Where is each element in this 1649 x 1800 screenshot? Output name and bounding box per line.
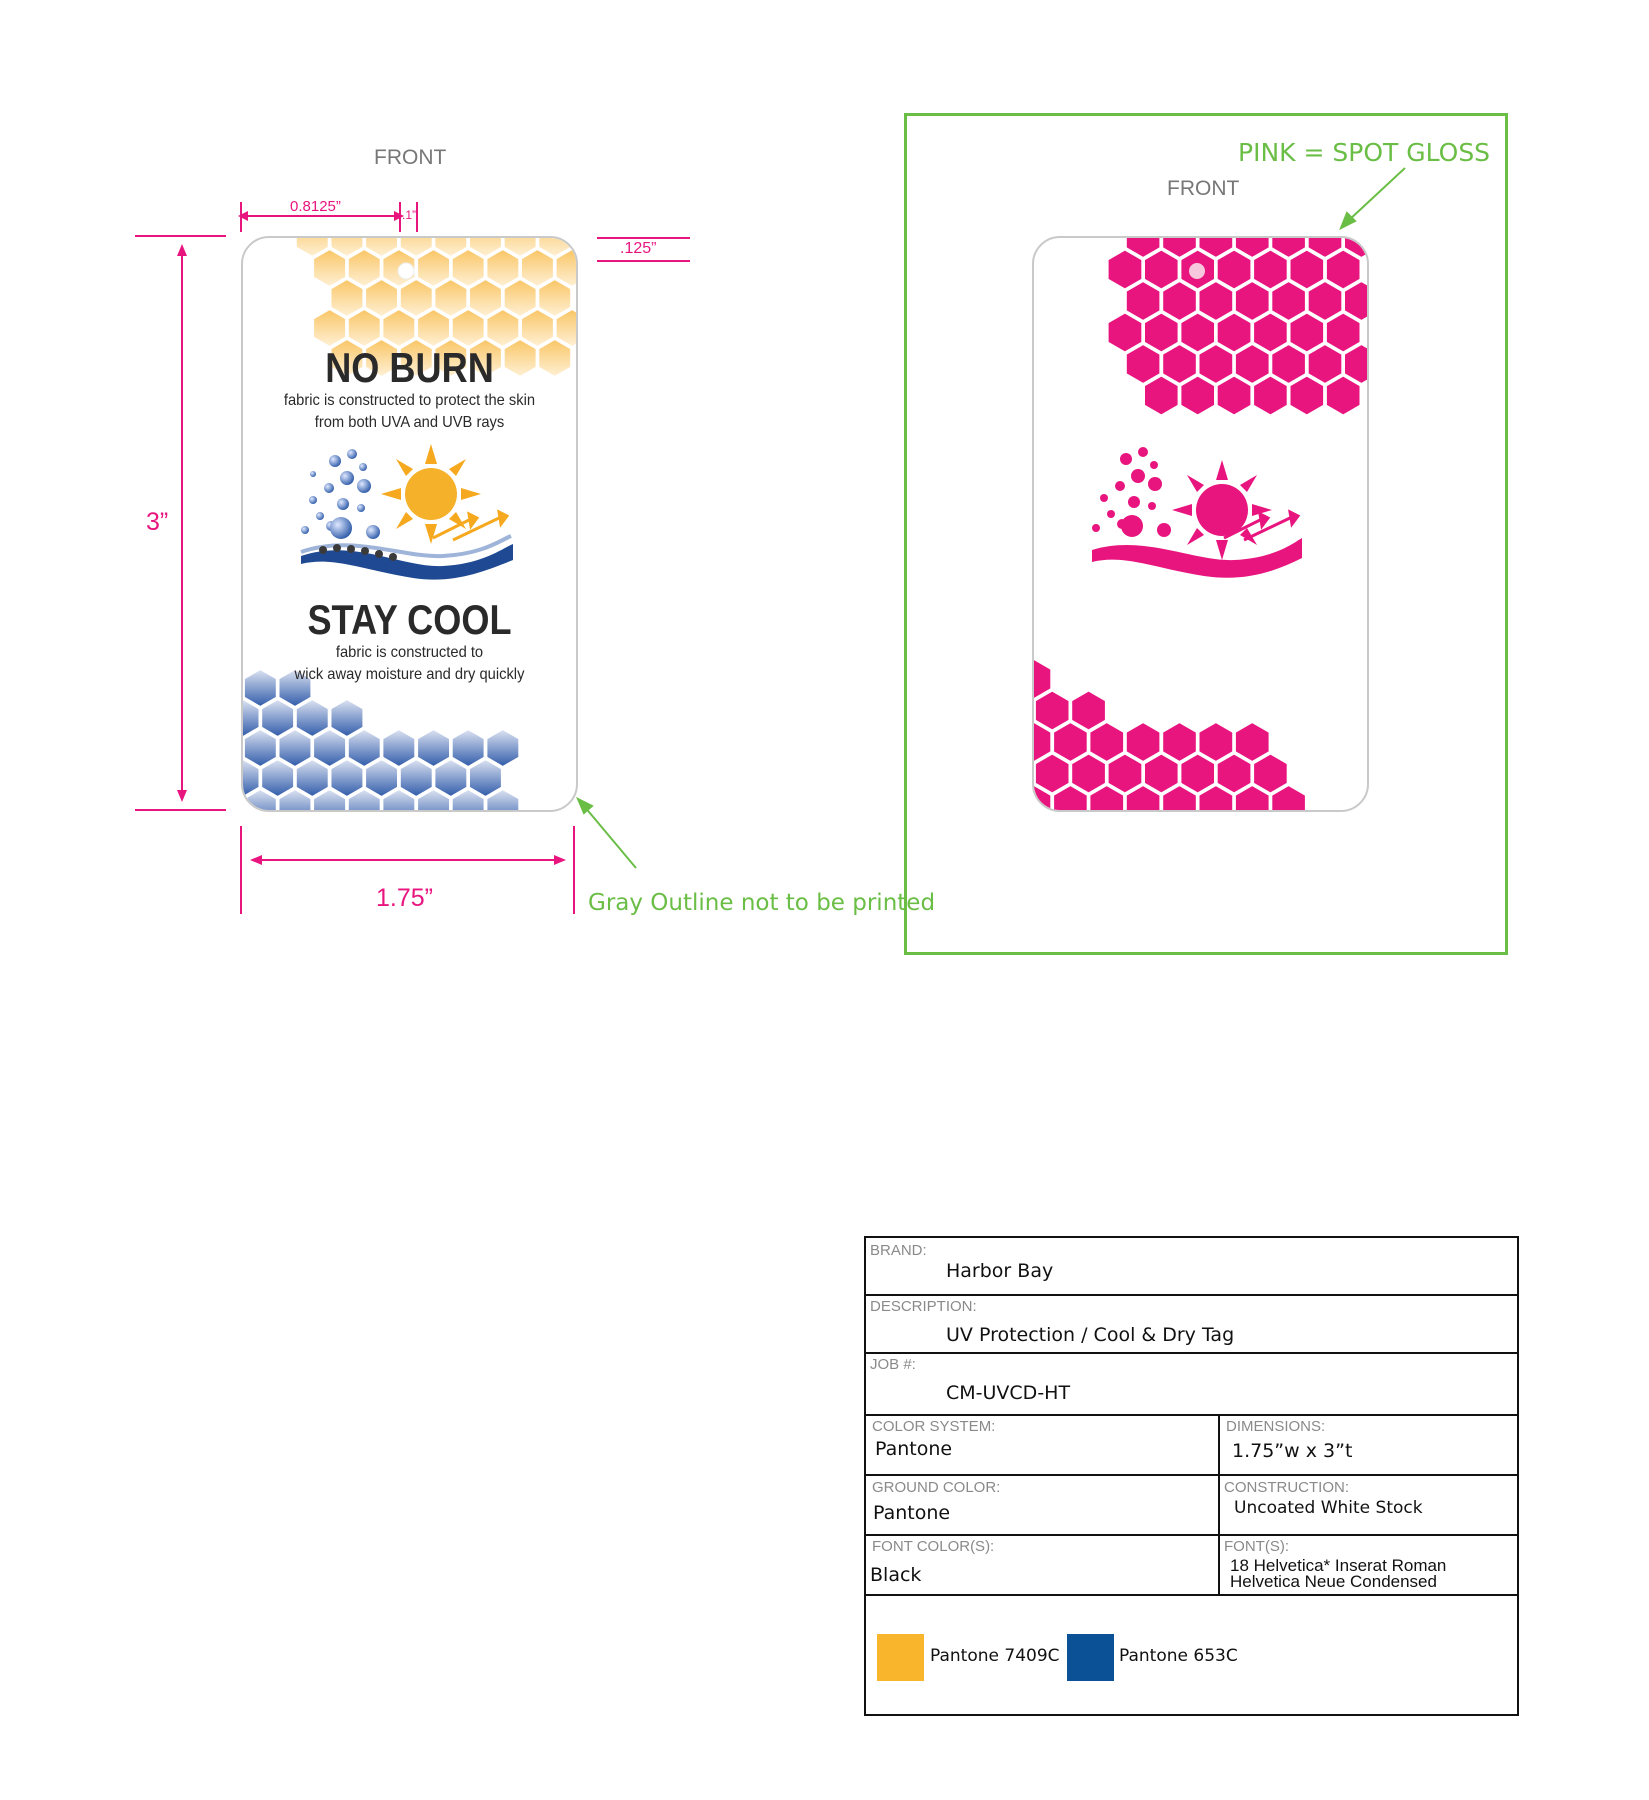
- ground-color-label: GROUND COLOR:: [872, 1479, 1001, 1496]
- swatch-label-pantone-7409c: Pantone 7409C: [930, 1646, 1060, 1666]
- job-label: JOB #:: [870, 1356, 916, 1373]
- no-burn-text-line2: from both UVA and UVB rays: [314, 414, 505, 431]
- construction-value: Uncoated White Stock: [1234, 1498, 1423, 1518]
- job-value: CM-UVCD-HT: [946, 1382, 1071, 1404]
- spot-gloss-art: [1034, 238, 1367, 810]
- fonts-value-line2: Helvetica Neue Condensed: [1230, 1572, 1437, 1591]
- description-row: [866, 1296, 1517, 1354]
- color-system-label: COLOR SYSTEM:: [872, 1418, 996, 1435]
- stay-cool-text-line2: wick away moisture and dry quickly: [294, 666, 525, 683]
- right-front-label: FRONT: [1167, 177, 1240, 200]
- spot-gloss-note: PINK = SPOT GLOSS: [1238, 138, 1491, 167]
- color-system-row: [866, 1416, 1517, 1476]
- swatch-label-pantone-653c: Pantone 653C: [1119, 1646, 1238, 1666]
- swatch-pantone-653c: [1067, 1634, 1114, 1681]
- fabric-wave-icon: [1092, 538, 1302, 578]
- gray-outline-note: Gray Outline not to be printed: [588, 890, 936, 916]
- dimensions-value: 1.75”w x 3”t: [1232, 1440, 1353, 1462]
- stay-cool-text-line1: fabric is constructed to: [335, 644, 484, 661]
- no-burn-text-line1: fabric is constructed to protect the skin: [283, 392, 536, 409]
- spec-sheet: [864, 1236, 1519, 1716]
- hole-size-dimension: .1”: [402, 208, 417, 222]
- description-value: UV Protection / Cool & Dry Tag: [946, 1324, 1235, 1346]
- color-system-value: Pantone: [875, 1438, 953, 1460]
- sun-icon: [1172, 460, 1272, 560]
- headline-no-burn: NO BURN: [325, 344, 494, 391]
- construction-label: CONSTRUCTION:: [1224, 1479, 1349, 1496]
- font-row: [866, 1536, 1517, 1596]
- height-dimension: 3”: [146, 508, 169, 536]
- dimensions-label: DIMENSIONS:: [1226, 1418, 1326, 1435]
- fonts-value-line1: 18 Helvetica* Inserat Roman: [1230, 1556, 1447, 1575]
- font-colors-label: FONT COLOR(S):: [872, 1538, 995, 1555]
- headline-stay-cool: STAY COOL: [307, 596, 512, 643]
- hang-tag-front: [241, 236, 578, 812]
- swatch-pantone-7409c: [877, 1634, 924, 1681]
- spot-gloss-tag: [1032, 236, 1369, 812]
- hole-offset-dimension: 0.8125”: [290, 198, 341, 215]
- brand-row: [866, 1238, 1517, 1296]
- description-label: DESCRIPTION:: [870, 1298, 977, 1315]
- job-row: [866, 1354, 1517, 1416]
- spec-column-divider: [1218, 1416, 1220, 1594]
- honeycomb-art: [243, 238, 576, 810]
- brand-value: Harbor Bay: [946, 1260, 1054, 1282]
- width-dimension: 1.75”: [376, 884, 433, 912]
- fonts-label: FONT(S):: [1224, 1538, 1289, 1555]
- spot-gloss-arrow: [0, 0, 1649, 300]
- font-colors-value: Black: [870, 1564, 922, 1586]
- left-front-label: FRONT: [374, 146, 447, 169]
- ground-color-value: Pantone: [873, 1502, 951, 1524]
- ground-color-row: [866, 1476, 1517, 1536]
- corner-radius-dimension: .125”: [620, 240, 657, 257]
- sun-icon: [381, 444, 481, 544]
- brand-label: BRAND:: [870, 1242, 927, 1259]
